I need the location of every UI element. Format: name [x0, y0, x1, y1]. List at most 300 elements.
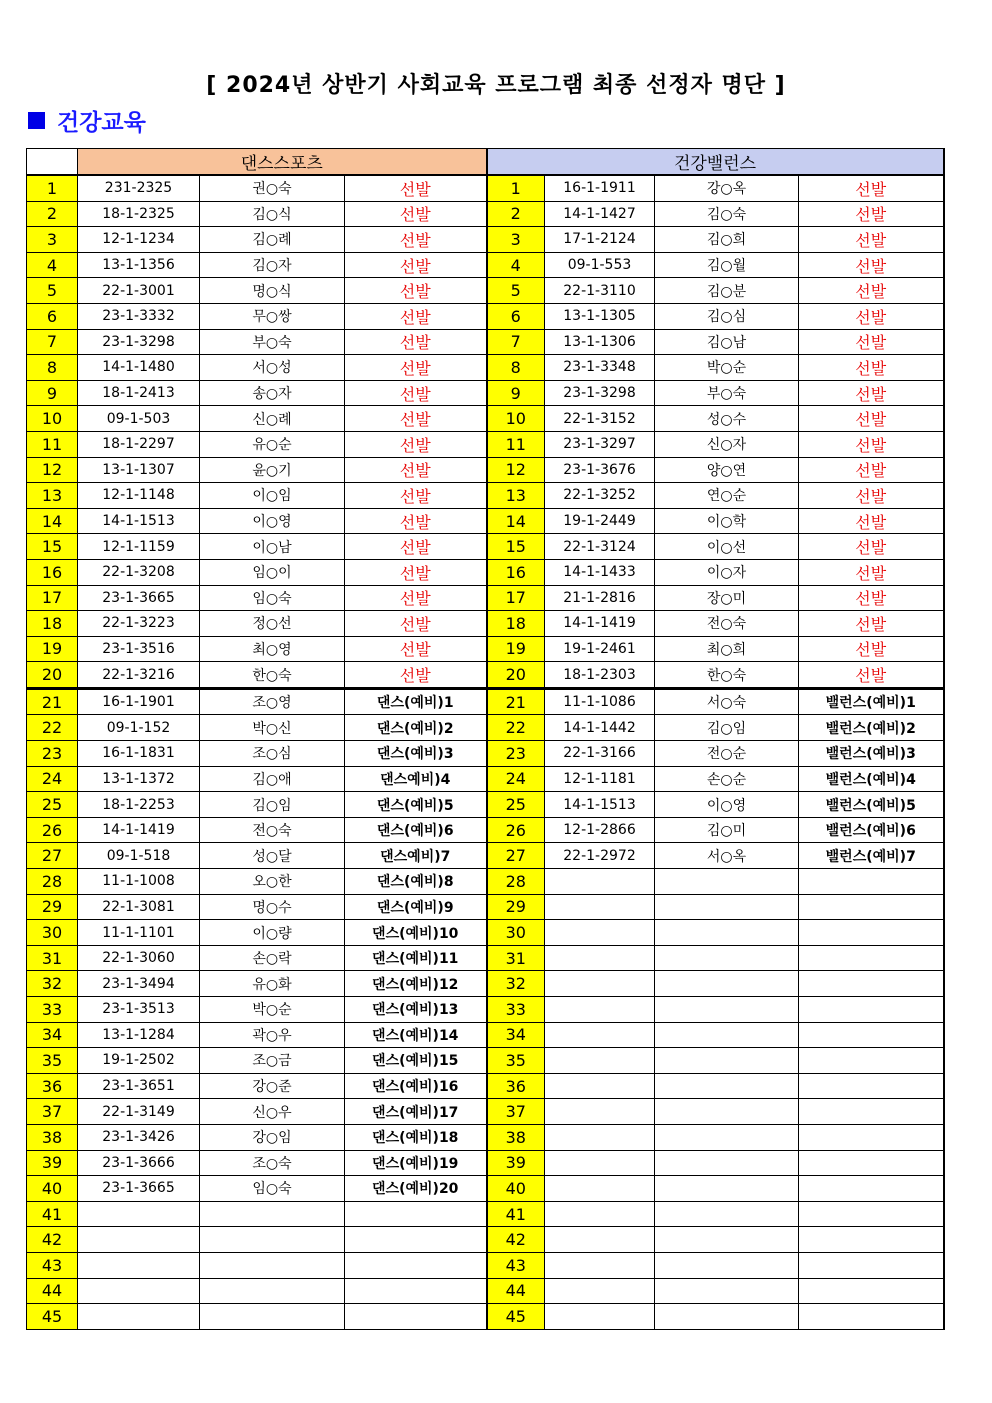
left-applicant-name: 박○신 — [200, 715, 345, 741]
right-row-number: 14 — [487, 508, 545, 534]
right-applicant-id: 22-1-2972 — [545, 843, 655, 869]
left-status: 선발 — [345, 636, 487, 662]
right-row-number: 30 — [487, 920, 545, 946]
left-status: 선발 — [345, 201, 487, 227]
right-status: 밸런스(예비)5 — [799, 792, 944, 818]
left-row-number: 3 — [27, 227, 78, 253]
left-row-number: 17 — [27, 585, 78, 611]
left-applicant-name: 김○식 — [200, 201, 345, 227]
right-row-number: 11 — [487, 431, 545, 457]
left-status: 선발 — [345, 329, 487, 355]
right-applicant-id — [545, 1150, 655, 1176]
right-applicant-name: 김○심 — [655, 303, 799, 329]
left-applicant-name: 조○심 — [200, 741, 345, 767]
right-row-number: 43 — [487, 1252, 545, 1278]
left-row-number: 37 — [27, 1099, 78, 1125]
right-status — [799, 1201, 944, 1227]
right-applicant-id — [545, 1124, 655, 1150]
left-applicant-id: 13-1-1372 — [78, 766, 200, 792]
right-applicant-id: 22-1-3124 — [545, 534, 655, 560]
right-applicant-id: 22-1-3166 — [545, 741, 655, 767]
left-applicant-id: 19-1-2502 — [78, 1048, 200, 1074]
right-applicant-name — [655, 1150, 799, 1176]
right-applicant-id — [545, 997, 655, 1023]
table-row — [27, 662, 944, 689]
left-status: 선발 — [345, 483, 487, 509]
right-applicant-id: 21-1-2816 — [545, 585, 655, 611]
left-applicant-id: 16-1-1831 — [78, 741, 200, 767]
table-row — [27, 817, 944, 843]
right-applicant-id: 13-1-1306 — [545, 329, 655, 355]
right-status — [799, 1176, 944, 1202]
left-applicant-id — [78, 1278, 200, 1304]
left-applicant-name: 신○례 — [200, 406, 345, 432]
right-applicant-id: 13-1-1305 — [545, 303, 655, 329]
left-status: 선발 — [345, 252, 487, 278]
right-applicant-id — [545, 869, 655, 895]
table-row — [27, 1201, 944, 1227]
left-applicant-name: 손○락 — [200, 945, 345, 971]
right-applicant-name: 김○임 — [655, 715, 799, 741]
left-applicant-id — [78, 1252, 200, 1278]
left-applicant-id: 23-1-3651 — [78, 1073, 200, 1099]
right-status — [799, 869, 944, 895]
left-status: 선발 — [345, 278, 487, 304]
left-applicant-name: 명○수 — [200, 894, 345, 920]
right-status: 선발 — [799, 201, 944, 227]
left-row-number: 1 — [27, 175, 78, 201]
right-applicant-id: 09-1-553 — [545, 252, 655, 278]
right-row-number: 15 — [487, 534, 545, 560]
right-status: 밸런스(예비)6 — [799, 817, 944, 843]
left-applicant-name: 임○숙 — [200, 1176, 345, 1202]
left-row-number: 21 — [27, 688, 78, 715]
right-applicant-name: 전○숙 — [655, 611, 799, 637]
left-applicant-id: 22-1-3208 — [78, 559, 200, 585]
right-applicant-name — [655, 1022, 799, 1048]
right-status — [799, 1124, 944, 1150]
left-applicant-name: 김○임 — [200, 792, 345, 818]
left-row-number: 23 — [27, 741, 78, 767]
left-applicant-id: 12-1-1234 — [78, 227, 200, 253]
right-applicant-name: 연○순 — [655, 483, 799, 509]
left-applicant-name: 정○선 — [200, 611, 345, 637]
right-applicant-id — [545, 894, 655, 920]
right-applicant-id: 23-1-3348 — [545, 355, 655, 381]
right-applicant-name: 서○옥 — [655, 843, 799, 869]
table-row — [27, 1048, 944, 1074]
left-applicant-id: 23-1-3332 — [78, 303, 200, 329]
left-row-number: 13 — [27, 483, 78, 509]
left-applicant-id: 23-1-3494 — [78, 971, 200, 997]
left-row-number: 6 — [27, 303, 78, 329]
left-status: 선발 — [345, 406, 487, 432]
left-applicant-id: 13-1-1307 — [78, 457, 200, 483]
table-row — [27, 1022, 944, 1048]
left-applicant-name: 임○이 — [200, 559, 345, 585]
table-row — [27, 843, 944, 869]
right-status: 선발 — [799, 559, 944, 585]
right-applicant-name — [655, 1304, 799, 1330]
right-applicant-name: 김○남 — [655, 329, 799, 355]
right-applicant-id — [545, 1201, 655, 1227]
right-applicant-name: 이○선 — [655, 534, 799, 560]
left-applicant-id: 22-1-3149 — [78, 1099, 200, 1125]
left-applicant-id: 22-1-3081 — [78, 894, 200, 920]
left-row-number: 44 — [27, 1278, 78, 1304]
right-status: 선발 — [799, 380, 944, 406]
right-status: 선발 — [799, 252, 944, 278]
right-status: 선발 — [799, 278, 944, 304]
left-applicant-name — [200, 1227, 345, 1253]
right-applicant-id: 22-1-3110 — [545, 278, 655, 304]
right-applicant-id: 14-1-1427 — [545, 201, 655, 227]
left-status: 댄스예비)7 — [345, 843, 487, 869]
right-status: 선발 — [799, 585, 944, 611]
left-row-number: 27 — [27, 843, 78, 869]
left-status — [345, 1304, 487, 1330]
left-applicant-id: 23-1-3426 — [78, 1124, 200, 1150]
left-applicant-name: 이○남 — [200, 534, 345, 560]
left-row-number: 34 — [27, 1022, 78, 1048]
right-row-number: 6 — [487, 303, 545, 329]
table-row — [27, 894, 944, 920]
left-status: 댄스(예비)9 — [345, 894, 487, 920]
right-applicant-name: 김○희 — [655, 227, 799, 253]
left-status: 선발 — [345, 585, 487, 611]
left-applicant-name: 박○순 — [200, 997, 345, 1023]
left-applicant-id: 09-1-152 — [78, 715, 200, 741]
left-applicant-id: 23-1-3666 — [78, 1150, 200, 1176]
right-row-number: 1 — [487, 175, 545, 201]
table-row — [27, 920, 944, 946]
table-row — [27, 1304, 944, 1330]
right-row-number: 19 — [487, 636, 545, 662]
right-applicant-name: 장○미 — [655, 585, 799, 611]
left-applicant-id: 22-1-3223 — [78, 611, 200, 637]
left-applicant-id: 13-1-1284 — [78, 1022, 200, 1048]
right-applicant-name: 성○수 — [655, 406, 799, 432]
left-status: 댄스(예비)10 — [345, 920, 487, 946]
left-status: 댄스(예비)20 — [345, 1176, 487, 1202]
left-applicant-id: 18-1-2253 — [78, 792, 200, 818]
section-heading — [28, 104, 146, 136]
right-applicant-id — [545, 1252, 655, 1278]
left-status: 댄스예비)4 — [345, 766, 487, 792]
right-status: 선발 — [799, 355, 944, 381]
left-applicant-name — [200, 1252, 345, 1278]
right-status — [799, 1022, 944, 1048]
table-row — [27, 252, 944, 278]
right-applicant-id: 19-1-2449 — [545, 508, 655, 534]
left-row-number: 10 — [27, 406, 78, 432]
right-row-number: 44 — [487, 1278, 545, 1304]
right-status — [799, 920, 944, 946]
left-status: 선발 — [345, 227, 487, 253]
left-row-number: 12 — [27, 457, 78, 483]
left-status: 댄스(예비)16 — [345, 1073, 487, 1099]
left-row-number: 26 — [27, 817, 78, 843]
table-row — [27, 175, 944, 201]
left-applicant-id: 23-1-3665 — [78, 1176, 200, 1202]
right-applicant-id: 17-1-2124 — [545, 227, 655, 253]
left-applicant-name: 권○숙 — [200, 175, 345, 201]
table-row — [27, 611, 944, 637]
left-row-number: 31 — [27, 945, 78, 971]
right-applicant-name: 김○미 — [655, 817, 799, 843]
left-applicant-name: 유○순 — [200, 431, 345, 457]
left-applicant-id: 11-1-1101 — [78, 920, 200, 946]
right-applicant-id — [545, 920, 655, 946]
right-row-number: 23 — [487, 741, 545, 767]
right-applicant-name: 김○분 — [655, 278, 799, 304]
right-status: 밸런스(예비)2 — [799, 715, 944, 741]
right-applicant-name — [655, 1048, 799, 1074]
right-status — [799, 1099, 944, 1125]
right-status: 선발 — [799, 636, 944, 662]
right-applicant-id: 14-1-1513 — [545, 792, 655, 818]
right-status: 선발 — [799, 534, 944, 560]
right-status: 선발 — [799, 329, 944, 355]
left-applicant-id: 16-1-1901 — [78, 688, 200, 715]
right-row-number: 45 — [487, 1304, 545, 1330]
right-row-number: 21 — [487, 688, 545, 715]
left-status: 선발 — [345, 175, 487, 201]
right-applicant-name — [655, 1227, 799, 1253]
right-applicant-id — [545, 1048, 655, 1074]
left-applicant-name: 서○성 — [200, 355, 345, 381]
right-applicant-id — [545, 1073, 655, 1099]
left-applicant-id: 22-1-3216 — [78, 662, 200, 689]
right-status: 선발 — [799, 406, 944, 432]
left-status: 댄스(예비)8 — [345, 869, 487, 895]
right-applicant-id — [545, 971, 655, 997]
right-status — [799, 971, 944, 997]
right-row-number: 5 — [487, 278, 545, 304]
right-row-number: 24 — [487, 766, 545, 792]
left-applicant-name: 조○숙 — [200, 1150, 345, 1176]
table-row — [27, 534, 944, 560]
left-applicant-name: 강○임 — [200, 1124, 345, 1150]
right-status — [799, 945, 944, 971]
right-applicant-name — [655, 894, 799, 920]
left-applicant-name: 이○임 — [200, 483, 345, 509]
left-status — [345, 1278, 487, 1304]
right-applicant-id — [545, 1176, 655, 1202]
left-applicant-id: 14-1-1513 — [78, 508, 200, 534]
left-row-number: 5 — [27, 278, 78, 304]
right-row-number: 10 — [487, 406, 545, 432]
right-applicant-name: 이○자 — [655, 559, 799, 585]
right-applicant-name: 김○숙 — [655, 201, 799, 227]
document-title: [ 2024년 상반기 사회교육 프로그램 최종 선정자 명단 ] — [206, 73, 786, 98]
right-status — [799, 1073, 944, 1099]
left-applicant-name — [200, 1278, 345, 1304]
left-applicant-id: 22-1-3060 — [78, 945, 200, 971]
table-row — [27, 971, 944, 997]
table-row — [27, 483, 944, 509]
right-applicant-name: 부○숙 — [655, 380, 799, 406]
right-applicant-name — [655, 1176, 799, 1202]
right-applicant-id: 14-1-1442 — [545, 715, 655, 741]
left-row-number: 7 — [27, 329, 78, 355]
left-applicant-id: 09-1-503 — [78, 406, 200, 432]
right-applicant-id — [545, 1227, 655, 1253]
right-applicant-id: 22-1-3152 — [545, 406, 655, 432]
right-status: 밸런스(예비)4 — [799, 766, 944, 792]
left-status: 선발 — [345, 534, 487, 560]
left-status — [345, 1201, 487, 1227]
left-applicant-id: 22-1-3001 — [78, 278, 200, 304]
table-row — [27, 355, 944, 381]
left-row-number: 14 — [27, 508, 78, 534]
right-status: 밸런스(예비)1 — [799, 688, 944, 715]
left-applicant-id: 231-2325 — [78, 175, 200, 201]
table-row — [27, 945, 944, 971]
right-applicant-id: 23-1-3297 — [545, 431, 655, 457]
left-applicant-id: 11-1-1008 — [78, 869, 200, 895]
left-row-number: 28 — [27, 869, 78, 895]
table-row — [27, 1227, 944, 1253]
right-applicant-id: 12-1-1181 — [545, 766, 655, 792]
left-applicant-name — [200, 1304, 345, 1330]
corner-cell — [27, 149, 78, 176]
right-status: 선발 — [799, 483, 944, 509]
left-status: 댄스(예비)6 — [345, 817, 487, 843]
right-row-number: 22 — [487, 715, 545, 741]
table-row — [27, 585, 944, 611]
program-header-row — [27, 149, 944, 176]
table-row — [27, 636, 944, 662]
right-applicant-name — [655, 1099, 799, 1125]
right-status: 선발 — [799, 431, 944, 457]
left-applicant-name: 한○숙 — [200, 662, 345, 689]
left-applicant-name: 오○한 — [200, 869, 345, 895]
right-row-number: 31 — [487, 945, 545, 971]
right-row-number: 37 — [487, 1099, 545, 1125]
left-row-number: 9 — [27, 380, 78, 406]
right-applicant-name: 전○순 — [655, 741, 799, 767]
right-applicant-name — [655, 997, 799, 1023]
left-status: 댄스(예비)17 — [345, 1099, 487, 1125]
left-applicant-name: 윤○기 — [200, 457, 345, 483]
right-status: 밸런스(예비)3 — [799, 741, 944, 767]
left-row-number: 40 — [27, 1176, 78, 1202]
right-row-number: 39 — [487, 1150, 545, 1176]
right-row-number: 16 — [487, 559, 545, 585]
table-row — [27, 380, 944, 406]
right-applicant-name — [655, 1124, 799, 1150]
right-applicant-id: 11-1-1086 — [545, 688, 655, 715]
left-row-number: 8 — [27, 355, 78, 381]
left-row-number: 45 — [27, 1304, 78, 1330]
right-applicant-name: 최○희 — [655, 636, 799, 662]
table-row — [27, 1073, 944, 1099]
right-status: 선발 — [799, 227, 944, 253]
right-applicant-name — [655, 945, 799, 971]
left-status: 선발 — [345, 380, 487, 406]
right-applicant-id: 14-1-1419 — [545, 611, 655, 637]
left-applicant-name: 무○쌍 — [200, 303, 345, 329]
left-status: 선발 — [345, 508, 487, 534]
left-applicant-name: 김○례 — [200, 227, 345, 253]
left-status: 선발 — [345, 457, 487, 483]
right-row-number: 13 — [487, 483, 545, 509]
left-applicant-id: 23-1-3516 — [78, 636, 200, 662]
table-row — [27, 1278, 944, 1304]
right-row-number: 2 — [487, 201, 545, 227]
right-applicant-id: 22-1-3252 — [545, 483, 655, 509]
right-row-number: 40 — [487, 1176, 545, 1202]
right-applicant-name — [655, 971, 799, 997]
left-row-number: 39 — [27, 1150, 78, 1176]
left-status — [345, 1227, 487, 1253]
right-applicant-id — [545, 1022, 655, 1048]
right-row-number: 8 — [487, 355, 545, 381]
right-applicant-name: 박○순 — [655, 355, 799, 381]
right-applicant-name — [655, 869, 799, 895]
left-status: 댄스(예비)13 — [345, 997, 487, 1023]
right-status: 밸런스(예비)7 — [799, 843, 944, 869]
right-applicant-id — [545, 1099, 655, 1125]
table-row — [27, 431, 944, 457]
left-row-number: 43 — [27, 1252, 78, 1278]
right-row-number: 32 — [487, 971, 545, 997]
left-status: 댄스(예비)15 — [345, 1048, 487, 1074]
right-applicant-id — [545, 945, 655, 971]
left-applicant-name: 신○우 — [200, 1099, 345, 1125]
right-applicant-name: 한○숙 — [655, 662, 799, 689]
right-row-number: 28 — [487, 869, 545, 895]
left-applicant-name — [200, 1201, 345, 1227]
right-row-number: 34 — [487, 1022, 545, 1048]
right-row-number: 18 — [487, 611, 545, 637]
left-applicant-name: 이○영 — [200, 508, 345, 534]
left-applicant-id: 13-1-1356 — [78, 252, 200, 278]
right-row-number: 9 — [487, 380, 545, 406]
table-row — [27, 869, 944, 895]
left-status: 선발 — [345, 611, 487, 637]
left-status: 선발 — [345, 355, 487, 381]
right-status — [799, 1048, 944, 1074]
left-status: 댄스(예비)12 — [345, 971, 487, 997]
left-applicant-name: 전○숙 — [200, 817, 345, 843]
right-applicant-name: 양○연 — [655, 457, 799, 483]
left-row-number: 2 — [27, 201, 78, 227]
right-applicant-id — [545, 1304, 655, 1330]
table-row — [27, 741, 944, 767]
left-status: 선발 — [345, 303, 487, 329]
left-applicant-name: 조○금 — [200, 1048, 345, 1074]
left-applicant-id — [78, 1201, 200, 1227]
left-status: 댄스(예비)5 — [345, 792, 487, 818]
left-row-number: 36 — [27, 1073, 78, 1099]
left-row-number: 24 — [27, 766, 78, 792]
left-applicant-name: 강○준 — [200, 1073, 345, 1099]
left-applicant-name: 명○식 — [200, 278, 345, 304]
right-applicant-name: 신○자 — [655, 431, 799, 457]
right-status — [799, 997, 944, 1023]
right-applicant-name: 손○순 — [655, 766, 799, 792]
table-row — [27, 792, 944, 818]
left-row-number: 29 — [27, 894, 78, 920]
right-status: 선발 — [799, 303, 944, 329]
right-applicant-name — [655, 1073, 799, 1099]
right-applicant-name — [655, 1278, 799, 1304]
section-label: 건강교육 — [57, 109, 146, 136]
right-applicant-id: 12-1-2866 — [545, 817, 655, 843]
left-row-number: 38 — [27, 1124, 78, 1150]
